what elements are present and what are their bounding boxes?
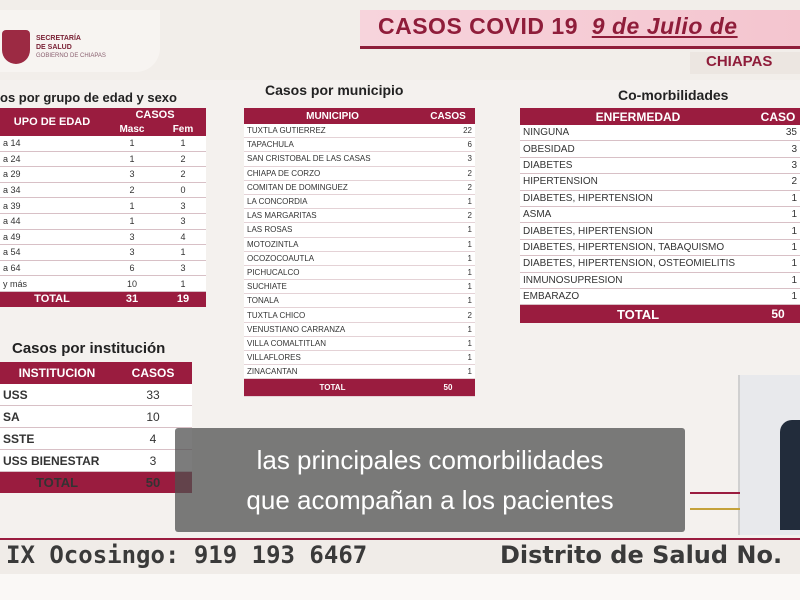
mun-row-casos: 2 xyxy=(421,308,475,322)
com-row-casos: 1 xyxy=(756,223,800,239)
inst-row xyxy=(0,450,192,472)
logo-line-2: DE SALUD xyxy=(36,44,72,51)
video-caption xyxy=(175,428,685,532)
municipio-table xyxy=(244,108,475,397)
inst-row-name: USS xyxy=(0,384,114,406)
mun-row-casos: 2 xyxy=(421,209,475,223)
title-date: 9 de Julio de xyxy=(591,13,738,39)
age-row-label: a 49 xyxy=(0,229,104,245)
age-row-label: a 39 xyxy=(0,198,104,214)
com-row xyxy=(520,272,800,288)
mun-row-name: COMITAN DE DOMINGUEZ xyxy=(244,180,421,194)
mun-row-casos: 3 xyxy=(421,152,475,166)
caption-line-2: que acompañan a los pacientes xyxy=(246,485,614,515)
mun-row-name: LA CONCORDIA xyxy=(244,194,421,208)
age-row-fem: 3 xyxy=(160,213,206,229)
age-row-label: a 54 xyxy=(0,245,104,261)
com-total-row xyxy=(520,305,800,324)
com-row xyxy=(520,157,800,173)
com-row xyxy=(520,125,800,141)
mun-row-casos: 1 xyxy=(421,351,475,365)
com-row-name: ASMA xyxy=(520,206,756,222)
com-row xyxy=(520,223,800,239)
age-row-masc: 6 xyxy=(104,260,160,276)
mun-row xyxy=(244,209,475,223)
age-row-label: a 14 xyxy=(0,136,104,151)
age-row xyxy=(0,136,206,151)
logo-line-1: SECRETARÍA xyxy=(36,35,81,42)
state-label: CHIAPAS xyxy=(706,53,773,70)
age-row xyxy=(0,198,206,214)
speaker-figure xyxy=(780,420,800,530)
mun-row xyxy=(244,294,475,308)
age-total-row xyxy=(0,291,206,306)
inst-row-casos: 4 xyxy=(114,428,192,450)
age-row-fem: 2 xyxy=(160,151,206,167)
inst-row-name: SSTE xyxy=(0,428,114,450)
inst-section-title: Casos por institución xyxy=(12,340,166,357)
mun-row xyxy=(244,166,475,180)
age-row-masc: 3 xyxy=(104,245,160,261)
age-row-masc: 3 xyxy=(104,229,160,245)
com-row-casos: 1 xyxy=(756,206,800,222)
mun-row-casos: 1 xyxy=(421,294,475,308)
inst-col-casos: CASOS xyxy=(114,362,192,384)
age-row-masc: 1 xyxy=(104,198,160,214)
footer-phone: IX Ocosingo: 919 193 6467 xyxy=(6,541,368,569)
mun-row-casos: 1 xyxy=(421,280,475,294)
com-row-name: DIABETES, HIPERTENSION xyxy=(520,190,756,206)
mun-row xyxy=(244,237,475,251)
age-row-fem: 3 xyxy=(160,260,206,276)
mun-row-name: VILLA COMALTITLAN xyxy=(244,336,421,350)
mun-row-casos: 1 xyxy=(421,194,475,208)
com-row-name: OBESIDAD xyxy=(520,141,756,157)
mun-row xyxy=(244,138,475,152)
age-row xyxy=(0,260,206,276)
com-row-casos: 3 xyxy=(756,157,800,173)
mun-total-value: 50 xyxy=(421,379,475,397)
age-row-fem: 1 xyxy=(160,136,206,151)
mun-row xyxy=(244,265,475,279)
inst-row xyxy=(0,384,192,406)
com-row-casos: 1 xyxy=(756,190,800,206)
comorb-section-title: Co-morbilidades xyxy=(618,87,729,103)
logo-line-3: GOBIERNO DE CHIAPAS xyxy=(36,53,106,59)
age-row-masc: 2 xyxy=(104,182,160,198)
mun-total-row xyxy=(244,379,475,397)
com-row xyxy=(520,288,800,304)
inst-row xyxy=(0,406,192,428)
com-row-casos: 1 xyxy=(756,256,800,272)
age-row-label: a 44 xyxy=(0,213,104,229)
mun-row-casos: 1 xyxy=(421,237,475,251)
mun-row-name: TONALA xyxy=(244,294,421,308)
inst-row-name: USS BIENESTAR xyxy=(0,450,114,472)
age-row xyxy=(0,245,206,261)
com-row-name: HIPERTENSION xyxy=(520,174,756,190)
caption-line-1: las principales comorbilidades xyxy=(256,445,604,475)
mun-row-casos: 1 xyxy=(421,336,475,350)
decorative-lines xyxy=(690,492,740,510)
age-row-masc: 1 xyxy=(104,213,160,229)
mun-row-name: VENUSTIANO CARRANZA xyxy=(244,322,421,336)
age-row-fem: 4 xyxy=(160,229,206,245)
mun-row-name: PICHUCALCO xyxy=(244,265,421,279)
com-col-enf: ENFERMEDAD xyxy=(520,108,756,125)
mun-row-casos: 1 xyxy=(421,223,475,237)
age-col-group: UPO DE EDAD xyxy=(0,108,104,136)
age-row-fem: 2 xyxy=(160,167,206,183)
com-row-name: DIABETES, HIPERTENSION, TABAQUISMO xyxy=(520,239,756,255)
com-row-casos: 1 xyxy=(756,272,800,288)
com-row-name: DIABETES, HIPERTENSION, OSTEOMIELITIS xyxy=(520,256,756,272)
mun-row-name: SAN CRISTOBAL DE LAS CASAS xyxy=(244,152,421,166)
mun-row xyxy=(244,322,475,336)
com-row-casos: 1 xyxy=(756,288,800,304)
age-row-masc: 10 xyxy=(104,276,160,292)
mun-row xyxy=(244,351,475,365)
com-total-label: TOTAL xyxy=(520,305,756,324)
com-row-casos: 1 xyxy=(756,239,800,255)
logo-area xyxy=(0,10,160,72)
inst-row-casos: 33 xyxy=(114,384,192,406)
age-row-fem: 1 xyxy=(160,276,206,292)
mun-row-name: TAPACHULA xyxy=(244,138,421,152)
inst-row-casos: 3 xyxy=(114,450,192,472)
com-row xyxy=(520,206,800,222)
mun-row-name: SUCHIATE xyxy=(244,280,421,294)
title-text: CASOS COVID 19 xyxy=(378,13,578,39)
age-row-label: a 24 xyxy=(0,151,104,167)
mun-col-name: MUNICIPIO xyxy=(244,108,421,124)
mun-row-casos: 1 xyxy=(421,322,475,336)
age-col-fem: Fem xyxy=(160,122,206,136)
mun-total-label: TOTAL xyxy=(244,379,421,397)
mun-row-casos: 1 xyxy=(421,365,475,379)
mun-row-casos: 22 xyxy=(421,124,475,138)
age-row-label: a 34 xyxy=(0,182,104,198)
com-row xyxy=(520,239,800,255)
logo-text xyxy=(36,34,106,61)
com-row-name: EMBARAZO xyxy=(520,288,756,304)
mun-row-name: TUXTLA CHICO xyxy=(244,308,421,322)
mun-row xyxy=(244,124,475,138)
com-row-name: DIABETES, HIPERTENSION xyxy=(520,223,756,239)
inst-row-casos: 10 xyxy=(114,406,192,428)
age-row-masc: 1 xyxy=(104,151,160,167)
com-total-value: 50 xyxy=(756,305,800,324)
age-row xyxy=(0,229,206,245)
inst-total-row xyxy=(0,472,192,494)
state-seal-icon xyxy=(2,30,30,64)
mun-row-casos: 2 xyxy=(421,180,475,194)
mun-row-casos: 1 xyxy=(421,265,475,279)
inst-col-name: INSTITUCION xyxy=(0,362,114,384)
inst-total-value: 50 xyxy=(114,472,192,494)
mun-row xyxy=(244,223,475,237)
mun-row-name: OCOZOCOAUTLA xyxy=(244,251,421,265)
age-total-label: TOTAL xyxy=(0,291,104,306)
age-row xyxy=(0,151,206,167)
comorb-table xyxy=(520,108,800,323)
age-row-masc: 3 xyxy=(104,167,160,183)
com-row-casos: 2 xyxy=(756,174,800,190)
mun-row-name: LAS ROSAS xyxy=(244,223,421,237)
page-title xyxy=(378,13,738,40)
mun-col-casos: CASOS xyxy=(421,108,475,124)
mun-row-name: CHIAPA DE CORZO xyxy=(244,166,421,180)
com-row xyxy=(520,141,800,157)
inst-total-label: TOTAL xyxy=(0,472,114,494)
age-col-casos: CASOS xyxy=(104,108,206,122)
age-row xyxy=(0,213,206,229)
age-row-label: y más xyxy=(0,276,104,292)
com-row xyxy=(520,174,800,190)
mun-row-name: VILLAFLORES xyxy=(244,351,421,365)
mun-row-casos: 1 xyxy=(421,251,475,265)
footer-district: Distrito de Salud No. xyxy=(500,541,783,569)
age-row-fem: 0 xyxy=(160,182,206,198)
com-row-name: INMUNOSUPRESION xyxy=(520,272,756,288)
mun-row-casos: 6 xyxy=(421,138,475,152)
com-col-casos: CASO xyxy=(756,108,800,125)
mun-row xyxy=(244,180,475,194)
age-total-masc: 31 xyxy=(104,291,160,306)
mun-row xyxy=(244,194,475,208)
mun-row-name: ZINACANTAN xyxy=(244,365,421,379)
com-row-casos: 3 xyxy=(756,141,800,157)
age-row-fem: 1 xyxy=(160,245,206,261)
age-row-fem: 3 xyxy=(160,198,206,214)
mun-row xyxy=(244,308,475,322)
mun-row-casos: 2 xyxy=(421,166,475,180)
age-section-title: os por grupo de edad y sexo xyxy=(0,90,177,105)
inst-row xyxy=(0,428,192,450)
age-table xyxy=(0,108,206,307)
com-row xyxy=(520,256,800,272)
inst-table xyxy=(0,362,192,493)
inst-row-name: SA xyxy=(0,406,114,428)
mun-row xyxy=(244,152,475,166)
mun-row-name: TUXTLA GUTIERREZ xyxy=(244,124,421,138)
age-row xyxy=(0,276,206,292)
mun-row xyxy=(244,251,475,265)
age-row-label: a 29 xyxy=(0,167,104,183)
bottom-strip xyxy=(0,574,800,600)
mun-row-name: LAS MARGARITAS xyxy=(244,209,421,223)
mun-row xyxy=(244,280,475,294)
age-row xyxy=(0,167,206,183)
age-total-fem: 19 xyxy=(160,291,206,306)
age-row-masc: 1 xyxy=(104,136,160,151)
com-row-name: NINGUNA xyxy=(520,125,756,141)
age-col-masc: Masc xyxy=(104,122,160,136)
mun-row-name: MOTOZINTLA xyxy=(244,237,421,251)
age-row-label: a 64 xyxy=(0,260,104,276)
com-row-casos: 35 xyxy=(756,125,800,141)
mun-row xyxy=(244,336,475,350)
com-row-name: DIABETES xyxy=(520,157,756,173)
age-row xyxy=(0,182,206,198)
municipio-section-title: Casos por municipio xyxy=(265,82,404,98)
mun-row xyxy=(244,365,475,379)
com-row xyxy=(520,190,800,206)
